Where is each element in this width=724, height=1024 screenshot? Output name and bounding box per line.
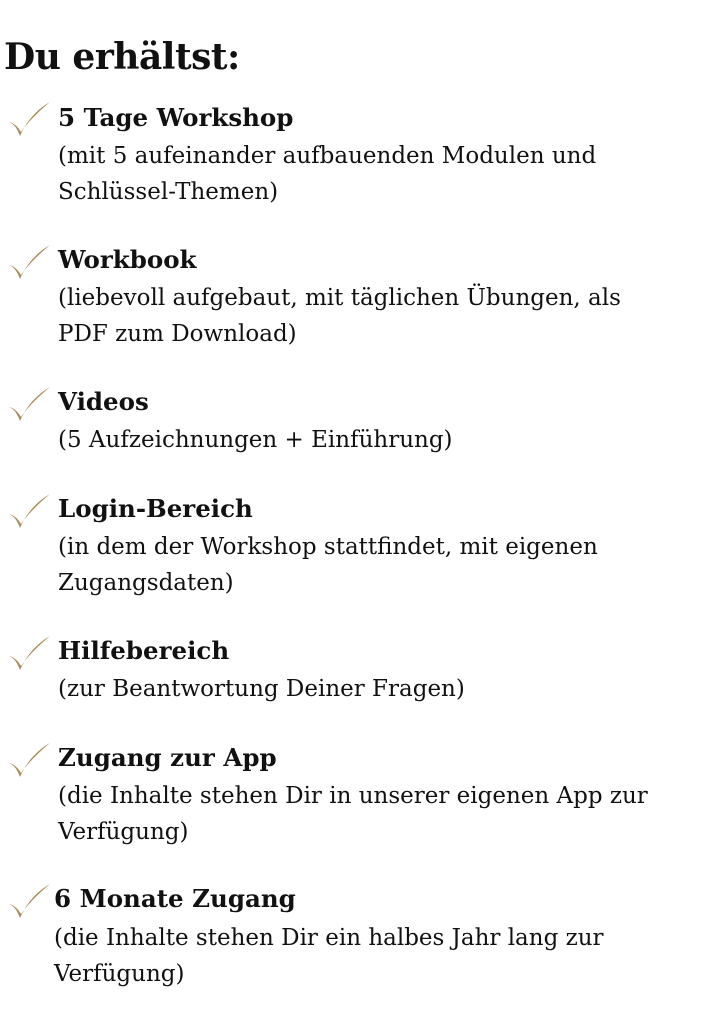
item-description: (die Inhalte stehen Dir in unserer eigenen App zur Verfügung) (58, 783, 648, 845)
check-icon (6, 243, 52, 283)
item-description: (5 Aufzeichnungen + Einführung) (58, 427, 453, 453)
check-icon (6, 100, 52, 140)
check-icon (6, 634, 52, 674)
page-title: Du erhältst: (4, 36, 240, 78)
item-title: Videos (58, 387, 149, 416)
item-title: 5 Tage Workshop (58, 103, 294, 132)
item-title: Zugang zur App (58, 743, 277, 772)
item-title: Login-Bereich (58, 494, 253, 523)
check-icon (6, 882, 52, 922)
item-description: (liebevoll aufgebaut, mit täglichen Übungen, als PDF zum Download) (58, 285, 621, 347)
check-icon (6, 741, 52, 781)
item-description: (die Inhalte stehen Dir ein halbes Jahr lang zur Verfügung) (54, 925, 604, 987)
item-description: (in dem der Workshop stattfindet, mit eigenen Zugangsdaten) (58, 534, 598, 596)
item-title: Hilfebereich (58, 636, 230, 665)
item-title: Workbook (58, 245, 197, 274)
item-description: (mit 5 aufeinander aufbauenden Modulen und Schlüssel-Themen) (58, 143, 597, 205)
check-icon (6, 385, 52, 425)
item-description: (zur Beantwortung Deiner Fragen) (58, 676, 465, 702)
item-title: 6 Monate Zugang (54, 884, 296, 913)
check-icon (6, 492, 52, 532)
